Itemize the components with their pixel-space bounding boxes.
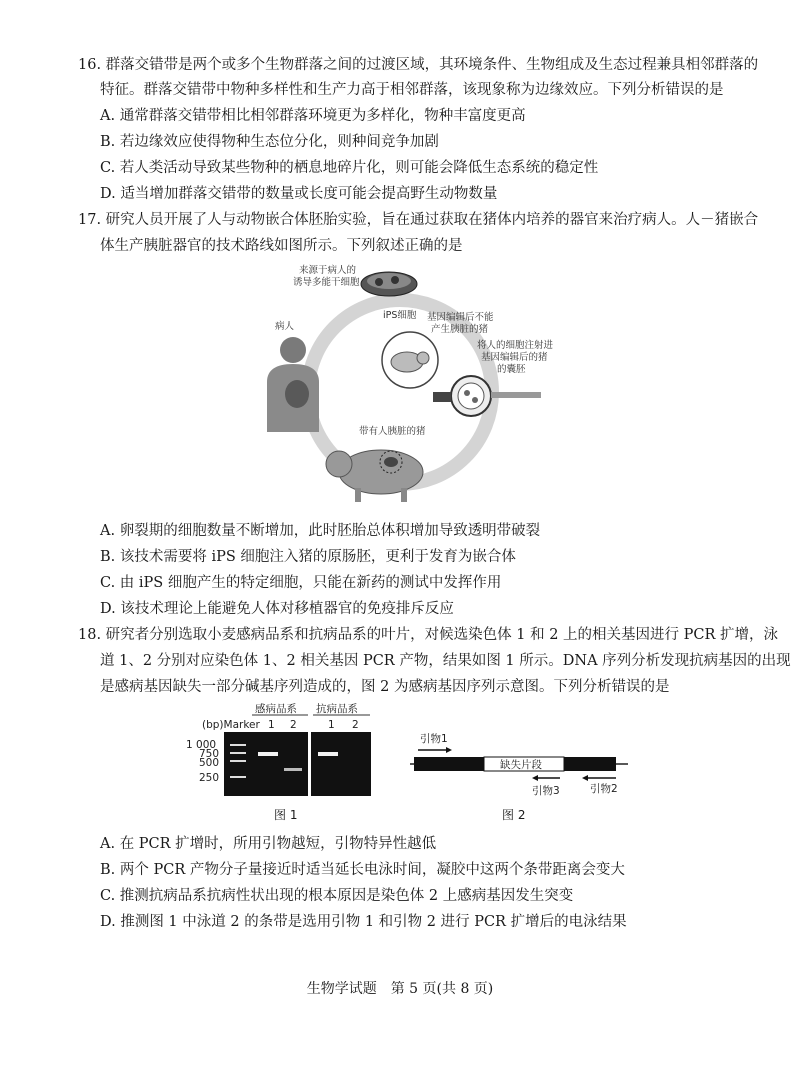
q18-option-c: C. 推测抗病品系抗病性状出现的根本原因是染色体 2 上感病基因发生突变 bbox=[100, 888, 574, 904]
primer3-label: 引物3 bbox=[532, 785, 560, 797]
q16-option-d: D. 适当增加群落交错带的数量或长度可能会提高野生动物数量 bbox=[100, 186, 498, 202]
band-resistant-lane1 bbox=[318, 752, 338, 756]
band-susceptible-lane1 bbox=[258, 752, 278, 756]
q18-stem-line1: 18. 研究者分别选取小麦感病品系和抗病品系的叶片，对候选染色体 1 和 2 上的相关基因进行 PCR 扩增，泳 bbox=[78, 627, 779, 643]
gel-panel-resistant bbox=[311, 732, 371, 796]
q18-option-a: A. 在 PCR 扩增时，所用引物越短，引物特异性越低 bbox=[100, 836, 437, 852]
human-pancreas-pig-icon bbox=[326, 450, 423, 502]
figure1-caption: 图 1 bbox=[274, 808, 298, 822]
q17-stem-line2: 体生产胰脏器官的技术路线如图所示。下列叙述正确的是 bbox=[100, 238, 463, 254]
label-edited-pig-1: 基因编辑后不能 bbox=[427, 312, 494, 323]
q18-option-b: B. 两个 PCR 产物分子量接近时适当延长电泳时间，凝胶中这两个条带距离会变大 bbox=[100, 862, 625, 878]
band-susceptible-lane2 bbox=[284, 768, 302, 771]
label-ips: iPS细胞 bbox=[383, 310, 417, 321]
primer2-label: 引物2 bbox=[590, 783, 618, 795]
lane-2-susceptible: 2 bbox=[290, 719, 297, 731]
lane-2-resistant: 2 bbox=[352, 719, 359, 731]
label-human-pancreas-pig: 带有人胰脏的猪 bbox=[359, 426, 426, 437]
label-edited-pig-2: 产生胰脏的猪 bbox=[431, 324, 489, 335]
q16-option-a: A. 通常群落交错带相比相邻群落环境更为多样化，物种丰富度更高 bbox=[100, 108, 526, 124]
q18-gene-schematic bbox=[410, 728, 630, 798]
ladder-750: 750 bbox=[199, 748, 220, 760]
q18-gel-figure bbox=[186, 700, 380, 800]
q17-option-c: C. 由 iPS 细胞产生的特定细胞，只能在新药的测试中发挥作用 bbox=[100, 575, 502, 591]
q18-stem-line2: 道 1、2 分别对应染色体 1、2 相关基因 PCR 产物，结果如图 1 所示。DNA 序列分析发现抗病基因的出现 bbox=[100, 653, 791, 669]
q18-stem-line3: 是感病基因缺失一部分碱基序列造成的，图 2 为感病基因序列示意图。下列分析错误的是 bbox=[100, 679, 670, 695]
ladder-1000: 1 000 bbox=[186, 739, 217, 751]
q17-stem-line1: 17. 研究人员开展了人与动物嵌合体胚胎实验，旨在通过获取在猪体内培养的器官来治疗病人。人－猪嵌合 bbox=[78, 212, 759, 228]
primer2-arrow-icon bbox=[582, 775, 588, 781]
q17-option-b: B. 该技术需要将 iPS 细胞注入猪的原肠胚，更利于发育为嵌合体 bbox=[100, 549, 516, 565]
q16-stem-line2: 特征。群落交错带中物种多样性和生产力高于相邻群落，该现象称为边缘效应。下列分析错误的是 bbox=[100, 82, 724, 98]
page-footer: 生物学试题 第 5 页(共 8 页) bbox=[306, 981, 494, 997]
label-inject-2: 基因编辑后的猪 bbox=[481, 352, 548, 363]
lane-1-susceptible: 1 bbox=[268, 719, 275, 731]
primer1-arrow-icon bbox=[446, 747, 452, 753]
edited-pig-icon bbox=[382, 332, 438, 388]
lane-1-resistant: 1 bbox=[328, 719, 335, 731]
petri-dish-icon bbox=[361, 272, 417, 296]
label-ips-source-2: 诱导多能干细胞 bbox=[293, 277, 360, 288]
group-resistant-label: 抗病品系 bbox=[316, 703, 358, 715]
q16-option-c: C. 若人类活动导致某些物种的栖息地碎片化，则可能会降低生态系统的稳定性 bbox=[100, 160, 599, 176]
ladder-500: 500 bbox=[199, 757, 220, 769]
label-inject-3: 的囊胚 bbox=[497, 364, 526, 375]
marker-label: (bp)Marker bbox=[202, 719, 260, 731]
gel-panel-susceptible bbox=[224, 732, 308, 796]
group-susceptible-label: 感病品系 bbox=[255, 703, 297, 715]
q17-chimera-figure bbox=[255, 262, 555, 512]
q17-option-d: D. 该技术理论上能避免人体对移植器官的免疫排斥反应 bbox=[100, 601, 454, 617]
q17-option-a: A. 卵裂期的细胞数量不断增加，此时胚胎总体积增加导致透明带破裂 bbox=[100, 523, 541, 539]
q18-option-d: D. 推测图 1 中泳道 2 的条带是选用引物 1 和引物 2 进行 PCR 扩增后的电泳结果 bbox=[100, 914, 627, 930]
primer3-arrow-icon bbox=[532, 775, 538, 781]
label-inject-1: 将人的细胞注射进 bbox=[477, 340, 554, 351]
gene-block-left bbox=[414, 757, 484, 771]
q16-stem-line1: 16. 群落交错带是两个或多个生物群落之间的过渡区域，其环境条件、生物组成及生态过程兼具相邻群落的 bbox=[78, 57, 759, 73]
primer1-label: 引物1 bbox=[420, 733, 448, 745]
gene-block-right bbox=[564, 757, 616, 771]
ladder-250: 250 bbox=[199, 772, 220, 784]
label-ips-source-1: 来源于病人的 bbox=[299, 265, 357, 276]
label-patient: 病人 bbox=[275, 321, 295, 332]
figure2-caption: 图 2 bbox=[502, 808, 526, 822]
q16-option-b: B. 若边缘效应使得物种生态位分化，则种间竞争加剧 bbox=[100, 134, 439, 150]
deleted-segment-label: 缺失片段 bbox=[500, 759, 542, 771]
